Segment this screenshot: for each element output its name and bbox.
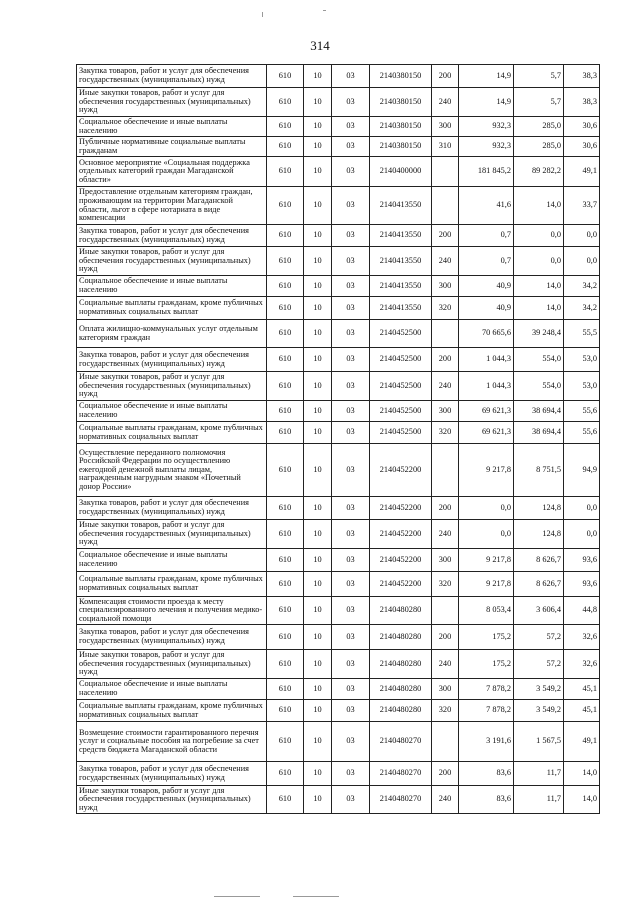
row-name-cell: Возмещение стоимости гарантированного перечня услуг и социальные пособия на погребение за счет средств бюджета Магаданской области xyxy=(77,722,267,762)
execution-percent-cell: 14,0 xyxy=(564,786,600,814)
subsection-code-cell: 03 xyxy=(332,762,370,786)
subsection-code-cell: 03 xyxy=(332,572,370,597)
plan-amount-cell: 83,6 xyxy=(459,786,514,814)
execution-percent-cell: 0,0 xyxy=(564,247,600,276)
plan-amount-cell: 9 217,8 xyxy=(459,572,514,597)
subsection-code-cell: 03 xyxy=(332,401,370,422)
ministry-code-cell: 610 xyxy=(267,679,304,700)
table-row xyxy=(77,679,600,700)
subsection-code-cell: 03 xyxy=(332,722,370,762)
actual-amount-cell: 14,0 xyxy=(514,297,564,320)
target-article-cell: 2140413550 xyxy=(370,247,432,276)
ministry-code-cell: 610 xyxy=(267,157,304,187)
row-name-cell: Иные закупки товаров, работ и услуг для обеспечения государственных (муниципальных) нужд xyxy=(77,786,267,814)
actual-amount-cell: 38 694,4 xyxy=(514,401,564,422)
target-article-cell: 2140400000 xyxy=(370,157,432,187)
section-code-cell: 10 xyxy=(304,650,332,679)
target-article-cell: 2140452500 xyxy=(370,320,432,348)
subsection-code-cell: 03 xyxy=(332,297,370,320)
subsection-code-cell: 03 xyxy=(332,422,370,444)
expense-type-cell: 240 xyxy=(432,786,459,814)
actual-amount-cell: 0,0 xyxy=(514,247,564,276)
plan-amount-cell: 175,2 xyxy=(459,625,514,650)
target-article-cell: 2140380150 xyxy=(370,88,432,117)
section-code-cell: 10 xyxy=(304,520,332,549)
subsection-code-cell: 03 xyxy=(332,348,370,372)
target-article-cell: 2140452200 xyxy=(370,549,432,572)
actual-amount-cell: 5,7 xyxy=(514,88,564,117)
ministry-code-cell: 610 xyxy=(267,625,304,650)
section-code-cell: 10 xyxy=(304,65,332,88)
actual-amount-cell: 1 567,5 xyxy=(514,722,564,762)
target-article-cell: 2140480270 xyxy=(370,762,432,786)
execution-percent-cell: 45,1 xyxy=(564,700,600,722)
ministry-code-cell: 610 xyxy=(267,762,304,786)
row-name-cell: Социальное обеспечение и иные выплаты населению xyxy=(77,117,267,137)
target-article-cell: 2140480280 xyxy=(370,597,432,625)
expense-type-cell xyxy=(432,157,459,187)
row-name-cell: Иные закупки товаров, работ и услуг для обеспечения государственных (муниципальных) нужд xyxy=(77,247,267,276)
ministry-code-cell: 610 xyxy=(267,65,304,88)
expense-type-cell: 320 xyxy=(432,422,459,444)
subsection-code-cell: 03 xyxy=(332,65,370,88)
row-name-cell: Осуществление переданного полномочия Российской Федерации по осуществлению ежегодной денежной выплаты лицам, награжденным нагрудным знаком «Почетный донор России» xyxy=(77,444,267,497)
subsection-code-cell: 03 xyxy=(332,117,370,137)
ministry-code-cell: 610 xyxy=(267,444,304,497)
section-code-cell: 10 xyxy=(304,348,332,372)
expense-type-cell: 200 xyxy=(432,65,459,88)
execution-percent-cell: 0,0 xyxy=(564,497,600,520)
subsection-code-cell: 03 xyxy=(332,187,370,225)
section-code-cell: 10 xyxy=(304,549,332,572)
table-row xyxy=(77,372,600,401)
row-name-cell: Закупка товаров, работ и услуг для обеспечения государственных (муниципальных) нужд xyxy=(77,625,267,650)
plan-amount-cell: 14,9 xyxy=(459,65,514,88)
plan-amount-cell: 1 044,3 xyxy=(459,372,514,401)
subsection-code-cell: 03 xyxy=(332,137,370,157)
expense-type-cell: 200 xyxy=(432,348,459,372)
actual-amount-cell: 57,2 xyxy=(514,625,564,650)
actual-amount-cell: 124,8 xyxy=(514,497,564,520)
actual-amount-cell: 3 549,2 xyxy=(514,679,564,700)
row-name-cell: Социальное обеспечение и иные выплаты населению xyxy=(77,679,267,700)
target-article-cell: 2140480280 xyxy=(370,700,432,722)
budget-table xyxy=(76,64,600,814)
section-code-cell: 10 xyxy=(304,497,332,520)
execution-percent-cell: 30,6 xyxy=(564,117,600,137)
row-name-cell: Иные закупки товаров, работ и услуг для обеспечения государственных (муниципальных) нужд xyxy=(77,372,267,401)
ministry-code-cell: 610 xyxy=(267,137,304,157)
ministry-code-cell: 610 xyxy=(267,225,304,247)
table-row xyxy=(77,137,600,157)
row-name-cell: Социальное обеспечение и иные выплаты населению xyxy=(77,549,267,572)
expense-type-cell: 320 xyxy=(432,297,459,320)
ministry-code-cell: 610 xyxy=(267,650,304,679)
section-code-cell: 10 xyxy=(304,762,332,786)
section-code-cell: 10 xyxy=(304,700,332,722)
execution-percent-cell: 0,0 xyxy=(564,225,600,247)
ministry-code-cell: 610 xyxy=(267,117,304,137)
plan-amount-cell: 0,7 xyxy=(459,225,514,247)
ministry-code-cell: 610 xyxy=(267,422,304,444)
subsection-code-cell: 03 xyxy=(332,549,370,572)
expense-type-cell: 300 xyxy=(432,549,459,572)
subsection-code-cell: 03 xyxy=(332,247,370,276)
ministry-code-cell: 610 xyxy=(267,786,304,814)
target-article-cell: 2140452500 xyxy=(370,348,432,372)
expense-type-cell: 240 xyxy=(432,372,459,401)
row-name-cell: Закупка товаров, работ и услуг для обеспечения государственных (муниципальных) нужд xyxy=(77,497,267,520)
row-name-cell: Социальные выплаты гражданам, кроме публичных нормативных социальных выплат xyxy=(77,700,267,722)
actual-amount-cell: 285,0 xyxy=(514,137,564,157)
table-row xyxy=(77,65,600,88)
subsection-code-cell: 03 xyxy=(332,320,370,348)
plan-amount-cell: 69 621,3 xyxy=(459,422,514,444)
section-code-cell: 10 xyxy=(304,117,332,137)
section-code-cell: 10 xyxy=(304,225,332,247)
expense-type-cell: 200 xyxy=(432,497,459,520)
actual-amount-cell: 38 694,4 xyxy=(514,422,564,444)
table-row xyxy=(77,786,600,814)
ministry-code-cell: 610 xyxy=(267,276,304,297)
actual-amount-cell: 3 549,2 xyxy=(514,700,564,722)
expense-type-cell: 320 xyxy=(432,700,459,722)
plan-amount-cell: 932,3 xyxy=(459,137,514,157)
table-row xyxy=(77,157,600,187)
subsection-code-cell: 03 xyxy=(332,650,370,679)
section-code-cell: 10 xyxy=(304,187,332,225)
actual-amount-cell: 11,7 xyxy=(514,762,564,786)
ministry-code-cell: 610 xyxy=(267,297,304,320)
section-code-cell: 10 xyxy=(304,88,332,117)
section-code-cell: 10 xyxy=(304,572,332,597)
table-row xyxy=(77,117,600,137)
table-row xyxy=(77,650,600,679)
table-row xyxy=(77,401,600,422)
subsection-code-cell: 03 xyxy=(332,679,370,700)
section-code-cell: 10 xyxy=(304,372,332,401)
table-row xyxy=(77,297,600,320)
expense-type-cell xyxy=(432,722,459,762)
plan-amount-cell: 40,9 xyxy=(459,297,514,320)
table-row xyxy=(77,520,600,549)
section-code-cell: 10 xyxy=(304,679,332,700)
plan-amount-cell: 9 217,8 xyxy=(459,444,514,497)
target-article-cell: 2140452200 xyxy=(370,520,432,549)
plan-amount-cell: 70 665,6 xyxy=(459,320,514,348)
table-row xyxy=(77,625,600,650)
section-code-cell: 10 xyxy=(304,320,332,348)
execution-percent-cell: 94,9 xyxy=(564,444,600,497)
expense-type-cell: 240 xyxy=(432,247,459,276)
table-row xyxy=(77,700,600,722)
expense-type-cell: 310 xyxy=(432,137,459,157)
plan-amount-cell: 181 845,2 xyxy=(459,157,514,187)
page-number: 314 xyxy=(310,38,330,53)
row-name-cell: Закупка товаров, работ и услуг для обеспечения государственных (муниципальных) нужд xyxy=(77,225,267,247)
plan-amount-cell: 14,9 xyxy=(459,88,514,117)
ministry-code-cell: 610 xyxy=(267,722,304,762)
plan-amount-cell: 40,9 xyxy=(459,276,514,297)
actual-amount-cell: 14,0 xyxy=(514,187,564,225)
row-name-cell: Иные закупки товаров, работ и услуг для обеспечения государственных (муниципальных) нужд xyxy=(77,520,267,549)
row-name-cell: Публичные нормативные социальные выплаты гражданам xyxy=(77,137,267,157)
row-name-cell: Предоставление отдельным категориям граждан, проживающим на территории Магаданской области, льгот в сфере нотариата в виде компенсации xyxy=(77,187,267,225)
table-row xyxy=(77,762,600,786)
actual-amount-cell: 0,0 xyxy=(514,225,564,247)
section-code-cell: 10 xyxy=(304,444,332,497)
actual-amount-cell: 124,8 xyxy=(514,520,564,549)
target-article-cell: 2140380150 xyxy=(370,117,432,137)
expense-type-cell xyxy=(432,597,459,625)
expense-type-cell xyxy=(432,444,459,497)
section-code-cell: 10 xyxy=(304,422,332,444)
plan-amount-cell: 41,6 xyxy=(459,187,514,225)
execution-percent-cell: 53,0 xyxy=(564,348,600,372)
scan-mark xyxy=(323,10,326,11)
section-code-cell: 10 xyxy=(304,597,332,625)
execution-percent-cell: 30,6 xyxy=(564,137,600,157)
table-row xyxy=(77,348,600,372)
expense-type-cell: 200 xyxy=(432,625,459,650)
ministry-code-cell: 610 xyxy=(267,187,304,225)
execution-percent-cell: 93,6 xyxy=(564,549,600,572)
plan-amount-cell: 9 217,8 xyxy=(459,549,514,572)
execution-percent-cell: 0,0 xyxy=(564,520,600,549)
section-code-cell: 10 xyxy=(304,722,332,762)
table-row xyxy=(77,187,600,225)
target-article-cell: 2140413550 xyxy=(370,187,432,225)
expense-type-cell: 300 xyxy=(432,117,459,137)
ministry-code-cell: 610 xyxy=(267,597,304,625)
target-article-cell: 2140480280 xyxy=(370,650,432,679)
execution-percent-cell: 55,6 xyxy=(564,422,600,444)
table-row xyxy=(77,422,600,444)
subsection-code-cell: 03 xyxy=(332,88,370,117)
table-row xyxy=(77,497,600,520)
row-name-cell: Оплата жилищно-коммунальных услуг отдельным категориям граждан xyxy=(77,320,267,348)
section-code-cell: 10 xyxy=(304,401,332,422)
target-article-cell: 2140413550 xyxy=(370,225,432,247)
target-article-cell: 2140413550 xyxy=(370,276,432,297)
target-article-cell: 2140480280 xyxy=(370,625,432,650)
plan-amount-cell: 0,0 xyxy=(459,520,514,549)
target-article-cell: 2140452500 xyxy=(370,401,432,422)
execution-percent-cell: 49,1 xyxy=(564,722,600,762)
ministry-code-cell: 610 xyxy=(267,88,304,117)
table-row xyxy=(77,549,600,572)
table-row xyxy=(77,247,600,276)
ministry-code-cell: 610 xyxy=(267,572,304,597)
expense-type-cell xyxy=(432,320,459,348)
execution-percent-cell: 34,2 xyxy=(564,276,600,297)
row-name-cell: Социальное обеспечение и иные выплаты населению xyxy=(77,401,267,422)
table-row xyxy=(77,722,600,762)
ministry-code-cell: 610 xyxy=(267,700,304,722)
ministry-code-cell: 610 xyxy=(267,372,304,401)
execution-percent-cell: 49,1 xyxy=(564,157,600,187)
plan-amount-cell: 932,3 xyxy=(459,117,514,137)
scan-mark xyxy=(293,896,339,897)
execution-percent-cell: 38,3 xyxy=(564,65,600,88)
actual-amount-cell: 5,7 xyxy=(514,65,564,88)
expense-type-cell: 240 xyxy=(432,650,459,679)
plan-amount-cell: 7 878,2 xyxy=(459,700,514,722)
row-name-cell: Закупка товаров, работ и услуг для обеспечения государственных (муниципальных) нужд xyxy=(77,762,267,786)
actual-amount-cell: 14,0 xyxy=(514,276,564,297)
plan-amount-cell: 1 044,3 xyxy=(459,348,514,372)
subsection-code-cell: 03 xyxy=(332,625,370,650)
plan-amount-cell: 69 621,3 xyxy=(459,401,514,422)
subsection-code-cell: 03 xyxy=(332,497,370,520)
actual-amount-cell: 554,0 xyxy=(514,348,564,372)
subsection-code-cell: 03 xyxy=(332,520,370,549)
plan-amount-cell: 7 878,2 xyxy=(459,679,514,700)
ministry-code-cell: 610 xyxy=(267,348,304,372)
section-code-cell: 10 xyxy=(304,137,332,157)
subsection-code-cell: 03 xyxy=(332,225,370,247)
row-name-cell: Компенсация стоимости проезда к месту специализированного лечения и получения медико-социальной помощи xyxy=(77,597,267,625)
target-article-cell: 2140480270 xyxy=(370,722,432,762)
target-article-cell: 2140380150 xyxy=(370,137,432,157)
execution-percent-cell: 93,6 xyxy=(564,572,600,597)
target-article-cell: 2140452200 xyxy=(370,444,432,497)
execution-percent-cell: 55,6 xyxy=(564,401,600,422)
target-article-cell: 2140480280 xyxy=(370,679,432,700)
ministry-code-cell: 610 xyxy=(267,247,304,276)
table-body xyxy=(77,65,600,814)
ministry-code-cell: 610 xyxy=(267,320,304,348)
actual-amount-cell: 39 248,4 xyxy=(514,320,564,348)
actual-amount-cell: 8 626,7 xyxy=(514,572,564,597)
ministry-code-cell: 610 xyxy=(267,497,304,520)
expense-type-cell: 200 xyxy=(432,762,459,786)
expense-type-cell xyxy=(432,187,459,225)
plan-amount-cell: 0,7 xyxy=(459,247,514,276)
actual-amount-cell: 11,7 xyxy=(514,786,564,814)
subsection-code-cell: 03 xyxy=(332,597,370,625)
plan-amount-cell: 83,6 xyxy=(459,762,514,786)
row-name-cell: Иные закупки товаров, работ и услуг для обеспечения государственных (муниципальных) нужд xyxy=(77,88,267,117)
execution-percent-cell: 44,8 xyxy=(564,597,600,625)
section-code-cell: 10 xyxy=(304,247,332,276)
row-name-cell: Социальные выплаты гражданам, кроме публичных нормативных социальных выплат xyxy=(77,422,267,444)
actual-amount-cell: 8 751,5 xyxy=(514,444,564,497)
execution-percent-cell: 53,0 xyxy=(564,372,600,401)
execution-percent-cell: 14,0 xyxy=(564,762,600,786)
table-row xyxy=(77,320,600,348)
scan-mark xyxy=(214,896,260,897)
expense-type-cell: 300 xyxy=(432,401,459,422)
scan-mark xyxy=(262,12,263,17)
target-article-cell: 2140452500 xyxy=(370,422,432,444)
actual-amount-cell: 285,0 xyxy=(514,117,564,137)
expense-type-cell: 240 xyxy=(432,520,459,549)
row-name-cell: Закупка товаров, работ и услуг для обеспечения государственных (муниципальных) нужд xyxy=(77,65,267,88)
row-name-cell: Социальное обеспечение и иные выплаты населению xyxy=(77,276,267,297)
table-row xyxy=(77,225,600,247)
ministry-code-cell: 610 xyxy=(267,520,304,549)
row-name-cell: Социальные выплаты гражданам, кроме публичных нормативных социальных выплат xyxy=(77,572,267,597)
plan-amount-cell: 0,0 xyxy=(459,497,514,520)
ministry-code-cell: 610 xyxy=(267,401,304,422)
target-article-cell: 2140452200 xyxy=(370,572,432,597)
table-row xyxy=(77,444,600,497)
execution-percent-cell: 34,2 xyxy=(564,297,600,320)
execution-percent-cell: 38,3 xyxy=(564,88,600,117)
expense-type-cell: 320 xyxy=(432,572,459,597)
target-article-cell: 2140380150 xyxy=(370,65,432,88)
actual-amount-cell: 8 626,7 xyxy=(514,549,564,572)
expense-type-cell: 240 xyxy=(432,88,459,117)
row-name-cell: Социальные выплаты гражданам, кроме публичных нормативных социальных выплат xyxy=(77,297,267,320)
section-code-cell: 10 xyxy=(304,786,332,814)
subsection-code-cell: 03 xyxy=(332,157,370,187)
subsection-code-cell: 03 xyxy=(332,372,370,401)
section-code-cell: 10 xyxy=(304,297,332,320)
execution-percent-cell: 55,5 xyxy=(564,320,600,348)
target-article-cell: 2140480270 xyxy=(370,786,432,814)
table-row xyxy=(77,572,600,597)
expense-type-cell: 200 xyxy=(432,225,459,247)
plan-amount-cell: 8 053,4 xyxy=(459,597,514,625)
actual-amount-cell: 3 606,4 xyxy=(514,597,564,625)
subsection-code-cell: 03 xyxy=(332,444,370,497)
execution-percent-cell: 45,1 xyxy=(564,679,600,700)
row-name-cell: Иные закупки товаров, работ и услуг для обеспечения государственных (муниципальных) нужд xyxy=(77,650,267,679)
execution-percent-cell: 33,7 xyxy=(564,187,600,225)
expense-type-cell: 300 xyxy=(432,679,459,700)
subsection-code-cell: 03 xyxy=(332,786,370,814)
row-name-cell: Основное мероприятие «Социальная поддержка отдельных категорий граждан Магаданской области» xyxy=(77,157,267,187)
actual-amount-cell: 554,0 xyxy=(514,372,564,401)
row-name-cell: Закупка товаров, работ и услуг для обеспечения государственных (муниципальных) нужд xyxy=(77,348,267,372)
subsection-code-cell: 03 xyxy=(332,276,370,297)
expense-type-cell: 300 xyxy=(432,276,459,297)
target-article-cell: 2140452200 xyxy=(370,497,432,520)
section-code-cell: 10 xyxy=(304,625,332,650)
subsection-code-cell: 03 xyxy=(332,700,370,722)
plan-amount-cell: 3 191,6 xyxy=(459,722,514,762)
execution-percent-cell: 32,6 xyxy=(564,625,600,650)
ministry-code-cell: 610 xyxy=(267,549,304,572)
actual-amount-cell: 57,2 xyxy=(514,650,564,679)
table-row xyxy=(77,597,600,625)
plan-amount-cell: 175,2 xyxy=(459,650,514,679)
section-code-cell: 10 xyxy=(304,157,332,187)
target-article-cell: 2140452500 xyxy=(370,372,432,401)
section-code-cell: 10 xyxy=(304,276,332,297)
table-row xyxy=(77,276,600,297)
actual-amount-cell: 89 282,2 xyxy=(514,157,564,187)
execution-percent-cell: 32,6 xyxy=(564,650,600,679)
target-article-cell: 2140413550 xyxy=(370,297,432,320)
table-row xyxy=(77,88,600,117)
